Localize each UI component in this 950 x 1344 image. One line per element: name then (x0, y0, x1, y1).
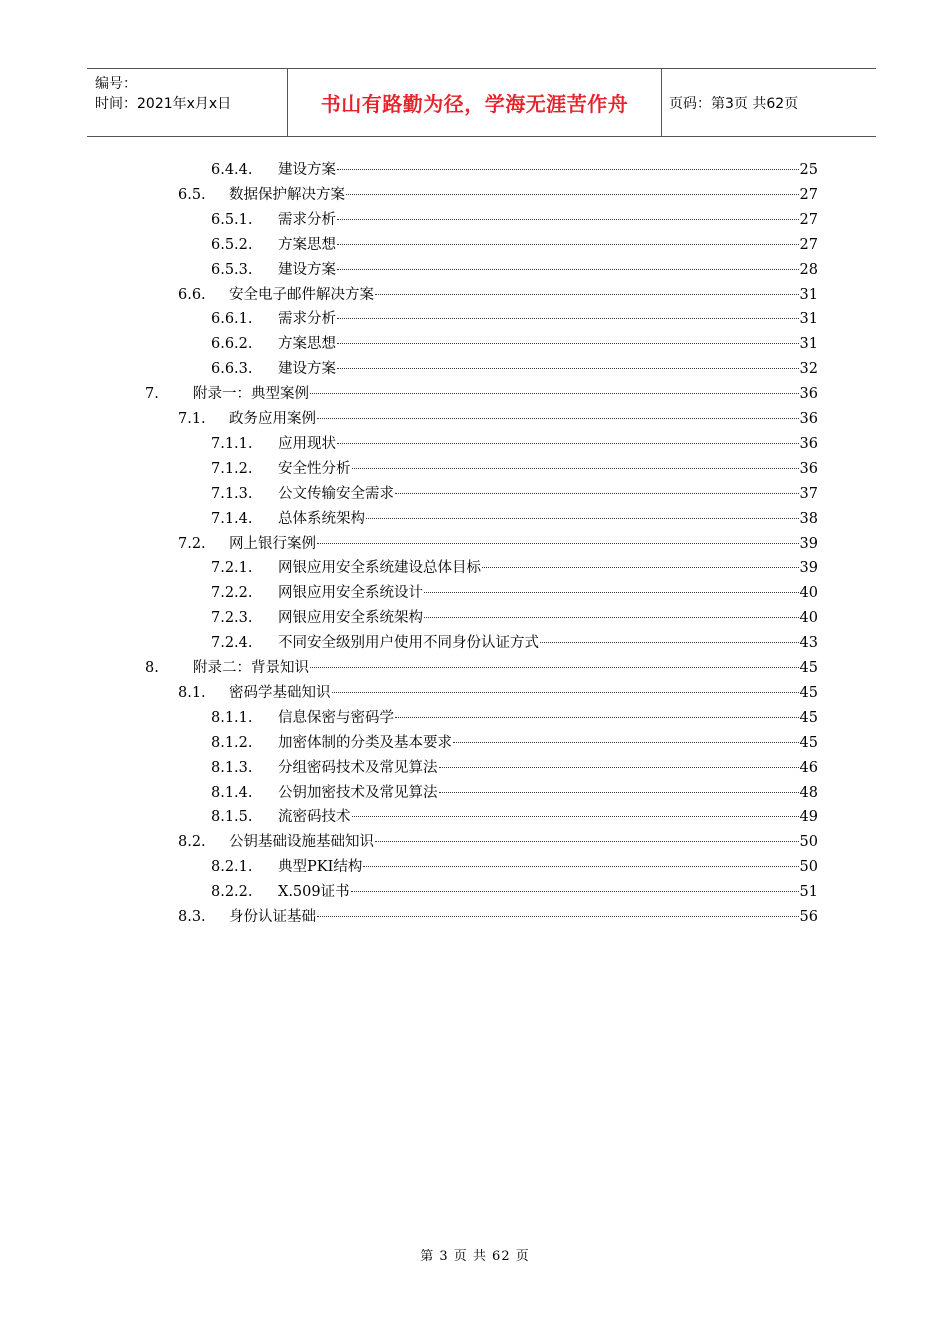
toc-entry[interactable] (0, 532, 950, 557)
toc-dot-leader (337, 442, 799, 444)
toc-entry[interactable] (0, 905, 950, 930)
toc-entry-title: 方案思想 (278, 336, 336, 353)
toc-entry-page: 43 (799, 635, 818, 652)
toc-entry-line (278, 307, 818, 332)
toc-entry[interactable] (0, 332, 950, 357)
toc-dot-leader (310, 392, 799, 394)
toc-entry-title: 需求分析 (278, 311, 336, 328)
toc-entry-number: 8.1.4. (211, 784, 253, 801)
toc-entry-number: 8. (145, 660, 159, 676)
toc-entry-line (278, 756, 818, 781)
toc-entry-line (278, 855, 818, 880)
toc-entry-title: 典型PKI结构 (278, 859, 363, 876)
toc-entry[interactable] (0, 183, 950, 208)
toc-entry[interactable] (0, 233, 950, 258)
toc-entry-page: 39 (799, 535, 818, 552)
toc-entry-line (278, 482, 818, 507)
toc-entry-number: 7.2.4. (211, 635, 253, 652)
toc-entry[interactable] (0, 706, 950, 731)
toc-entry-line (278, 556, 818, 581)
toc-entry-number: 6.5. (178, 186, 206, 203)
toc-entry-title: 信息保密与密码学 (278, 709, 394, 726)
toc-entry-title: 安全电子邮件解决方案 (229, 286, 374, 303)
toc-entry-title: X.509证书 (278, 884, 350, 901)
toc-entry-page: 28 (799, 261, 818, 278)
toc-entry-number: 6.5.2. (211, 236, 253, 253)
toc-entry-number: 7.1.3. (211, 485, 253, 502)
toc-dot-leader (540, 641, 799, 643)
toc-entry-title: 公钥加密技术及常见算法 (278, 784, 438, 801)
toc-dot-leader (317, 915, 799, 917)
toc-entry-number: 7.1.2. (211, 460, 253, 477)
toc-entry-number: 6.5.3. (211, 261, 253, 278)
toc-entry-page: 37 (799, 485, 818, 502)
toc-entry-title: 数据保护解决方案 (229, 186, 345, 203)
toc-entry-page: 36 (799, 435, 818, 452)
toc-entry[interactable] (0, 258, 950, 283)
toc-entry-number: 6.4.4. (211, 162, 253, 178)
toc-entry-line (229, 905, 818, 930)
toc-entry-line (278, 631, 818, 656)
toc-entry-line (229, 830, 818, 855)
toc-entry-title: 安全性分析 (278, 460, 351, 477)
toc-dot-leader (424, 591, 799, 593)
toc-entry-title: 政务应用案例 (229, 411, 316, 427)
toc-entry[interactable] (0, 507, 950, 532)
toc-entry-line (278, 880, 818, 905)
toc-dot-leader (395, 716, 799, 718)
toc-entry-page: 40 (799, 610, 818, 627)
toc-entry[interactable] (0, 855, 950, 880)
toc-entry-line (278, 606, 818, 631)
toc-entry-page: 40 (799, 585, 818, 602)
toc-entry-line (278, 805, 818, 830)
toc-entry-title: 公钥基础设施基础知识 (229, 834, 374, 851)
toc-entry-page: 45 (799, 660, 818, 676)
toc-dot-leader (482, 566, 799, 568)
serial-label: 编号： (95, 76, 137, 92)
toc-entry[interactable] (0, 631, 950, 656)
toc-entry-page: 49 (799, 809, 818, 826)
toc-entry-page: 39 (799, 560, 818, 577)
toc-entry-title: 网银应用安全系统架构 (278, 610, 423, 627)
toc-entry-title: 不同安全级别用户使用不同身份认证方式 (278, 635, 539, 652)
toc-entry-line (278, 158, 818, 183)
toc-entry-title: 建设方案 (278, 261, 336, 278)
toc-entry-page: 27 (799, 236, 818, 253)
toc-entry-page: 31 (799, 286, 818, 303)
toc-entry-page: 27 (799, 186, 818, 203)
toc-entry-page: 36 (799, 411, 818, 427)
toc-entry-line (278, 781, 818, 806)
toc-entry-page: 36 (799, 460, 818, 477)
toc-entry-title: 密码学基础知识 (229, 684, 331, 701)
toc-entry-page: 36 (799, 386, 818, 403)
toc-entry-number: 6.6. (178, 286, 206, 303)
toc-entry-title: 分组密码技术及常见算法 (278, 759, 438, 776)
header-meta-cell (87, 69, 287, 136)
toc-entry[interactable] (0, 307, 950, 332)
toc-entry-number: 8.1.5. (211, 809, 253, 826)
toc-entry-number: 6.6.1. (211, 311, 253, 328)
toc-entry[interactable] (0, 880, 950, 905)
toc-entry[interactable] (0, 556, 950, 581)
toc-entry-line (278, 258, 818, 283)
toc-entry-line (278, 731, 818, 756)
page-footer: 第 3 页 共 62 页 (420, 1249, 530, 1264)
toc-entry-page: 50 (799, 834, 818, 851)
toc-entry-page: 50 (799, 859, 818, 876)
toc-entry-number: 7.2. (178, 535, 206, 552)
toc-entry-line (193, 656, 818, 681)
toc-entry-number: 6.6.2. (211, 336, 253, 353)
toc-dot-leader (332, 691, 799, 693)
toc-entry[interactable] (0, 830, 950, 855)
toc-entry[interactable] (0, 482, 950, 507)
toc-entry-page: 46 (799, 759, 818, 776)
toc-dot-leader (317, 417, 799, 419)
time-label: 时间：2021年x月x日 (95, 96, 232, 112)
toc-dot-leader (337, 268, 799, 270)
toc-dot-leader (337, 243, 799, 245)
header-motto: 书山有路勤为径，学海无涯苦作舟 (320, 92, 629, 116)
toc-entry-page: 51 (799, 884, 818, 901)
toc-entry-title: 网银应用安全系统设计 (278, 585, 423, 602)
toc-entry-title: 总体系统架构 (278, 510, 365, 527)
toc-entry[interactable] (0, 382, 950, 407)
toc-entry-title: 建设方案 (278, 361, 336, 378)
toc-entry-line (278, 233, 818, 258)
header-motto-cell (287, 69, 662, 136)
header-page-info: 页码：第3页 共62页 (669, 95, 799, 112)
toc-entry[interactable] (0, 357, 950, 382)
toc-entry-number: 7.2.1. (211, 560, 253, 577)
toc-entry-line (278, 581, 818, 606)
toc-entry-line (229, 681, 818, 706)
toc-entry-title: 方案思想 (278, 236, 336, 253)
toc-entry-number: 7. (145, 386, 159, 403)
toc-entry-page: 31 (799, 336, 818, 353)
header-page-cell (661, 69, 876, 136)
toc-dot-leader (363, 865, 798, 867)
toc-dot-leader (310, 666, 799, 668)
toc-entry-title: 需求分析 (278, 211, 336, 228)
toc-entry-number: 6.5.1. (211, 211, 253, 228)
toc-dot-leader (337, 342, 799, 344)
toc-entry[interactable] (0, 407, 950, 432)
toc-entry-line (193, 382, 818, 407)
toc-entry[interactable] (0, 432, 950, 457)
toc-entry-page: 32 (799, 361, 818, 378)
toc-dot-leader (395, 492, 799, 494)
toc-entry-page: 31 (799, 311, 818, 328)
toc-entry-number: 6.6.3. (211, 361, 253, 378)
toc-entry-page: 48 (799, 784, 818, 801)
toc-entry-number: 8.2.1. (211, 859, 253, 876)
toc-entry-line (278, 432, 818, 457)
toc-entry-line (229, 532, 818, 557)
toc-entry-line (229, 407, 818, 432)
toc-entry-line (278, 507, 818, 532)
toc-entry[interactable] (0, 781, 950, 806)
toc-dot-leader (375, 840, 799, 842)
toc-entry-title: 加密体制的分类及基本要求 (278, 734, 452, 751)
toc-entry-title: 附录一：典型案例 (193, 386, 309, 403)
toc-dot-leader (351, 890, 799, 892)
toc-entry[interactable] (0, 731, 950, 756)
toc-entry-page: 38 (799, 510, 818, 527)
toc-entry-page: 45 (799, 734, 818, 751)
toc-entry-number: 8.2. (178, 834, 206, 851)
toc-entry-title: 身份认证基础 (229, 909, 316, 925)
toc-entry-page: 56 (799, 909, 818, 925)
toc-entry-number: 8.3. (178, 909, 206, 925)
page-header (87, 68, 876, 137)
toc-entry-line (278, 332, 818, 357)
toc-dot-leader (439, 791, 799, 793)
toc-entry-title: 应用现状 (278, 435, 336, 452)
toc-entry[interactable] (0, 158, 950, 183)
toc-dot-leader (453, 741, 799, 743)
toc-entry-line (278, 208, 818, 233)
toc-entry-line (278, 706, 818, 731)
toc-entry-page: 27 (799, 211, 818, 228)
toc-entry-number: 7.2.3. (211, 610, 253, 627)
toc-entry-number: 7.1.1. (211, 435, 253, 452)
toc-dot-leader (337, 218, 799, 220)
toc-entry-title: 公文传输安全需求 (278, 485, 394, 502)
toc-entry[interactable] (0, 681, 950, 706)
toc-dot-leader (366, 517, 799, 519)
toc-dot-leader (352, 815, 799, 817)
toc-dot-leader (375, 293, 799, 295)
toc-dot-leader (424, 616, 799, 618)
toc-dot-leader (352, 467, 799, 469)
toc-entry-title: 网银应用安全系统建设总体目标 (278, 560, 481, 577)
toc-entry-title: 建设方案 (278, 162, 336, 178)
toc-dot-leader (317, 542, 799, 544)
toc-entry-line (278, 457, 818, 482)
toc-dot-leader (346, 193, 799, 195)
toc-entry-line (229, 283, 818, 308)
toc-entry[interactable] (0, 756, 950, 781)
toc-dot-leader (337, 168, 799, 170)
toc-entry[interactable] (0, 581, 950, 606)
toc-entry-number: 7.1. (178, 411, 206, 427)
toc-entry[interactable] (0, 606, 950, 631)
toc-entry-title: 流密码技术 (278, 809, 351, 826)
toc-entry-line (278, 357, 818, 382)
toc-entry-number: 8.1.3. (211, 759, 253, 776)
toc-entry-title: 附录二：背景知识 (193, 660, 309, 676)
toc-entry[interactable] (0, 805, 950, 830)
toc-entry-page: 45 (799, 709, 818, 726)
toc-entry[interactable] (0, 283, 950, 308)
toc-entry-number: 8.2.2. (211, 884, 253, 901)
toc-entry-line (229, 183, 818, 208)
toc-entry-number: 8.1.1. (211, 709, 253, 726)
toc-entry-page: 25 (799, 162, 818, 178)
toc-dot-leader (337, 367, 799, 369)
toc-dot-leader (439, 766, 799, 768)
toc-entry-number: 7.1.4. (211, 510, 253, 527)
toc-entry-page: 45 (799, 684, 818, 701)
toc-entry-title: 网上银行案例 (229, 535, 316, 552)
toc-entry-number: 7.2.2. (211, 585, 253, 602)
toc-entry-number: 8.1.2. (211, 734, 253, 751)
toc-entry[interactable] (0, 208, 950, 233)
toc-dot-leader (337, 317, 799, 319)
toc-entry[interactable] (0, 457, 950, 482)
toc-entry-number: 8.1. (178, 684, 206, 701)
toc-entry[interactable] (0, 656, 950, 681)
